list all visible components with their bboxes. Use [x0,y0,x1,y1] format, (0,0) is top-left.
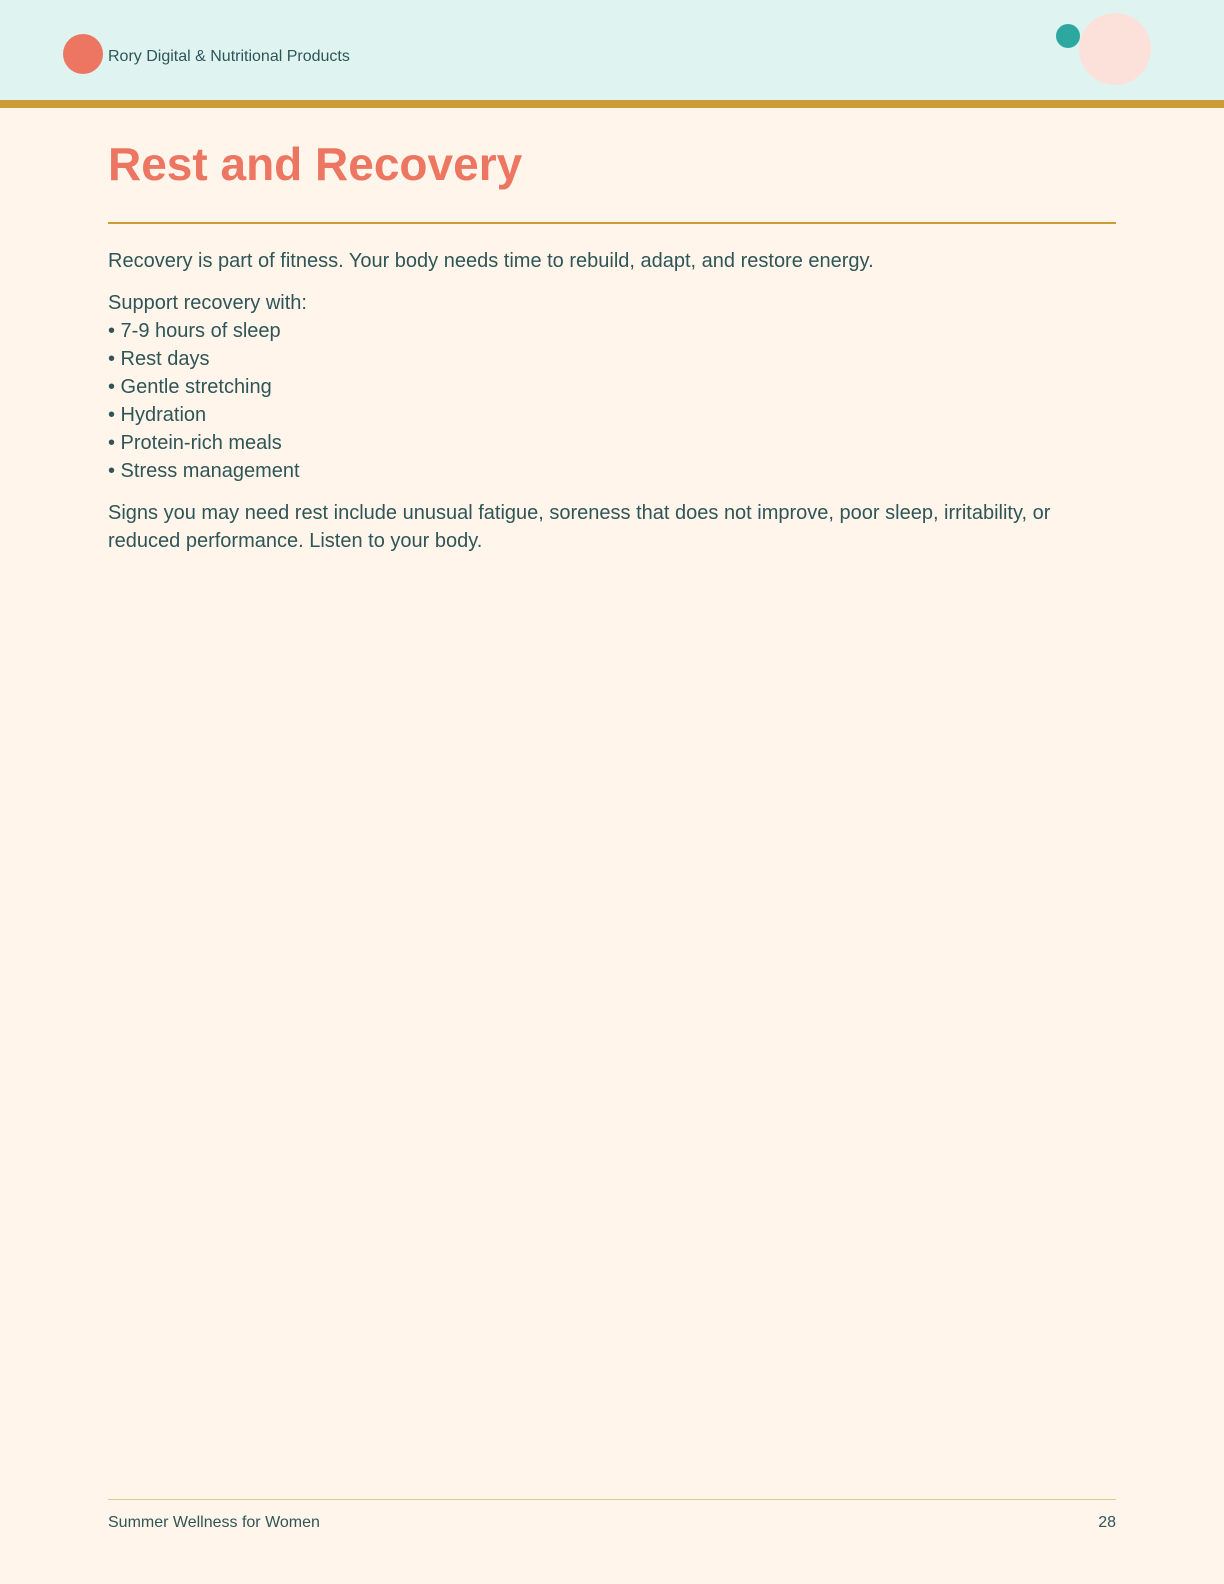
intro-paragraph: Recovery is part of fitness. Your body needs time to rebuild, adapt, and restore energy. [108,250,874,272]
decorative-circle-small [1056,24,1080,48]
list-item: • Protein-rich meals [108,432,282,454]
recovery-list [108,317,1108,485]
footer-divider [108,1499,1116,1500]
page-header [0,0,1224,100]
signs-paragraph: Signs you may need rest include unusual fatigue, soreness that does not improve, poor sleep, irritability, or reduced performance. Listen to your body. [108,502,1051,552]
list-item: • Stress management [108,460,300,482]
header-accent-bar [0,100,1224,108]
list-item: • Gentle stretching [108,376,272,398]
page-title: Rest and Recovery [108,138,523,190]
list-item: • 7-9 hours of sleep [108,320,281,342]
list-heading: Support recovery with: [108,292,307,314]
brand-name: Rory Digital & Nutritional Products [108,48,350,65]
footer-book-title: Summer Wellness for Women [108,1514,320,1531]
list-item: • Hydration [108,404,207,426]
decorative-circle-large [1079,13,1151,85]
page-number: 28 [1098,1514,1116,1531]
brand-logo-circle [63,34,103,74]
title-divider [108,222,1116,224]
list-item: • Rest days [108,348,210,370]
page-content [108,247,1108,555]
